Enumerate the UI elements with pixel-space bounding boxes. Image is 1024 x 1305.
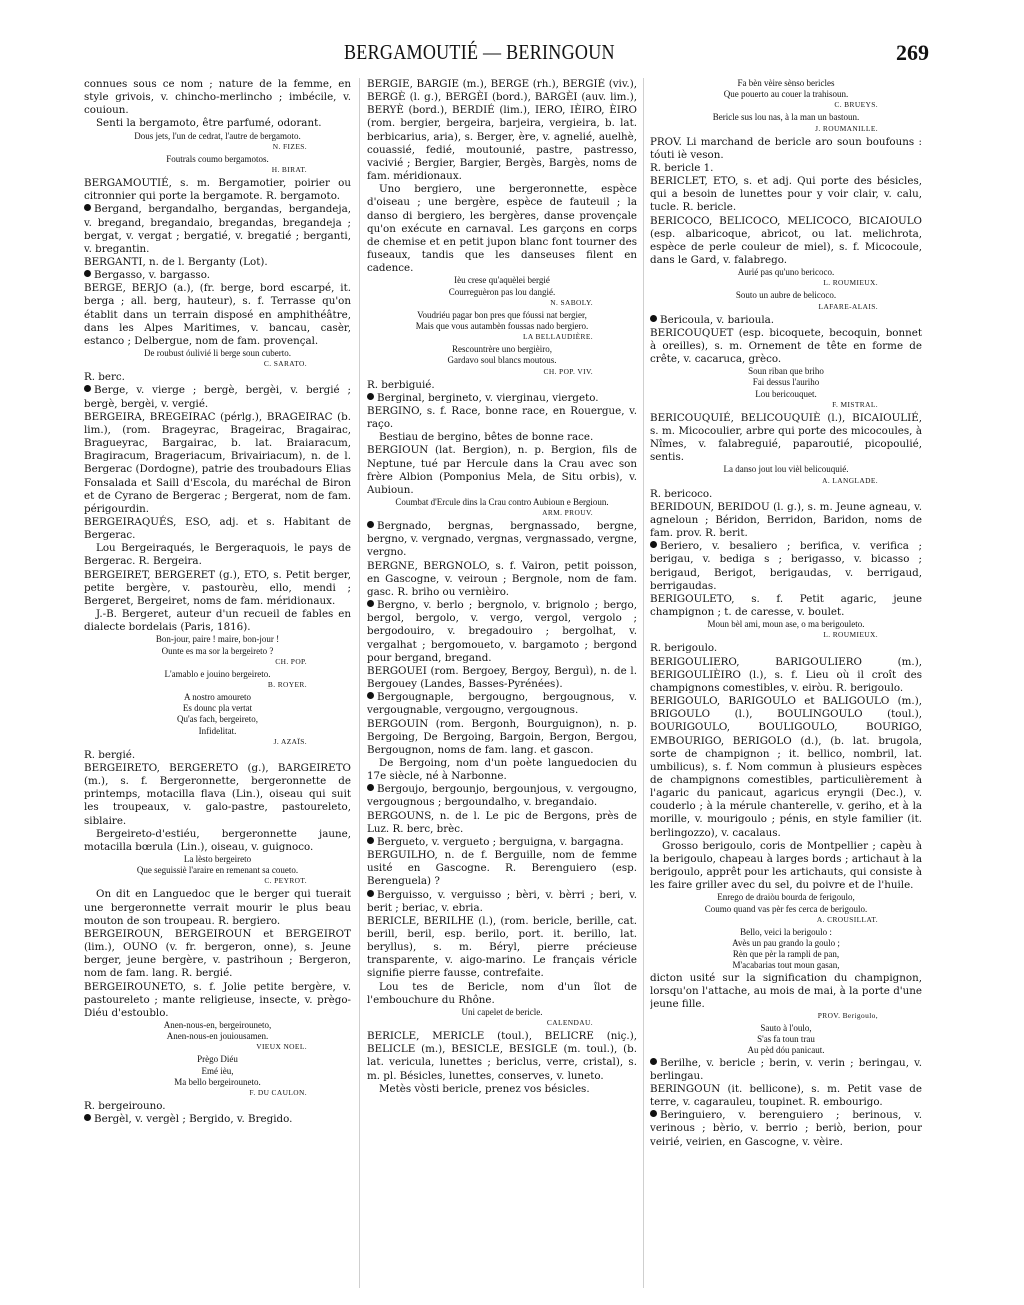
entry-text-content: BERGIOUN (lat. Bergion), n. p. Bergion, fils de Neptune, tué par Hercule dans la Crau avec son frère Albion (Pomponius Mela, de Situ orbis), v. Aubioun. [367, 444, 637, 496]
entry-text-content: R. bergié. [84, 748, 136, 761]
entry-text-content: R. berc. [84, 371, 125, 384]
cross-reference-entry [84, 203, 351, 256]
entry-text [650, 1083, 922, 1109]
entry-text-content: Au pèd dóu panicaut. [747, 1045, 825, 1056]
citation-author [367, 332, 637, 342]
bullet-icon [84, 270, 91, 277]
entry-text-content: Berginal, bergineto, v. vierginau, viergeto. [377, 391, 599, 404]
entry-text [84, 749, 351, 762]
entry-text-content: De Bergoing, nom d'un poète languedocien du 17e siècle, né à Narbonne. [367, 756, 637, 783]
entry-text [84, 981, 351, 1020]
entry-text [84, 411, 351, 516]
quotation-line [650, 949, 922, 960]
entry-text-content: Enrego de draiòu bourda de ferigoulo, [717, 892, 855, 903]
entry-text-content: Bergeireto-d'estiéu, bergeronnette jaune, motacilla bœrula (Lin.), oiseau, v. guignoco. [84, 827, 351, 853]
cross-reference-entry [367, 889, 637, 915]
entry-text-content: Bergno, v. berlo ; bergnolo, v. brignolo ; bergo, bergol, bergolo, v. vergo, vergol, vergolo ; bergodouiro, v. bregadouiro ; bergolhat, v. vergalhat ; bergomoueto, v. bargamoto ; bergond pour bergand, bregand. [367, 599, 637, 664]
entry-text [650, 327, 922, 366]
entry-text-content: Ièu crese qu'aquèlei bergié [454, 275, 550, 286]
entry-text-content: L. ROUMIEUX. [823, 278, 878, 288]
quotation-line [84, 669, 351, 680]
entry-text-content: BERICOUQUIÉ, BELICOUQUIÈ (l.), BICAIOULIÉ, s. m. Micocoulier, arbre qui porte des micocoules, à Nîmes, v. falabreguié, paparoutié, picopoulié, sentis. [650, 411, 922, 464]
entry-text-content: A. CROUSILLAT. [816, 914, 878, 924]
citation-author [84, 1088, 351, 1098]
entry-text-content: Ma bello bergeirouneto. [174, 1076, 261, 1087]
quotation-line [367, 310, 637, 321]
entry-text-content: BERGIE, BARGIE (m.), BERGE (rh.), BERGIÈ (viv.), BERGÈ (l. g.), BERGÈI (bord.), BARGÈI (auv. lim.), BERYÈ (bord.), BERDIÉ (lim.), IERO, IÈIRO, ÈIRO (rom. bergier, bergeira, barjeira, vergieira, b. lat. berbicarius, aria), s. Berger, ère, v. agnelié, auelhè, couassié, fedié, moutounié, pastre, pastresso, vacivié ; Bergier, Bargier, Bergès, Bargès, noms de fam. méridionaux. [367, 78, 637, 183]
citation-author [650, 630, 922, 640]
bullet-icon [367, 393, 374, 400]
entry-text-content: Coumo quand vas pèr fes cerca de berigoulo. [704, 903, 868, 914]
entry-text-content: Berilhe, v. bericle ; berin, v. verin ; beringau, v. berlingau. [650, 1056, 922, 1082]
entry-text-content: Berge, v. vierge ; bergè, bergèi, v. bergié ; bergè, bergèi, v. vergié. [84, 384, 351, 410]
entry-text-content: N. SABOLY. [550, 297, 593, 307]
entry-text [84, 1100, 351, 1113]
quotation-line [650, 290, 922, 301]
entry-text [650, 642, 922, 655]
entry-text-content: La danso jout lou vièl belicouquié. [723, 464, 849, 475]
bullet-icon [84, 385, 91, 392]
quotation-line [84, 726, 351, 737]
entry-text-content: Bergoujo, bergounjo, bergounjous, v. vergougno, vergougnous ; bergoundalho, v. bregandaio. [367, 783, 637, 809]
bullet-icon [367, 692, 374, 699]
entry-text-content: ARM. PROUV. [542, 508, 593, 518]
bullet-icon [84, 204, 91, 211]
entry-text-content: Bello, veici la berigoulo : [740, 926, 832, 937]
quotation-line [650, 1045, 922, 1056]
entry-text-content: Grosso berigoulo, coris de Montpellier ; capèu à la berigoulo, chapeau à larges bords ; artichaut à la berigoulo, apprêt pour les artichauts, qui consiste à les faire griller avec du sel, du poivre et de l'huile. [650, 839, 922, 892]
citation-author [650, 278, 922, 288]
quotation-line [650, 619, 922, 630]
quotation-line [367, 497, 637, 508]
cross-reference-entry [650, 1109, 922, 1148]
quotation-line [84, 131, 351, 142]
entry-text [650, 136, 922, 162]
entry-text-content: VIEUX NOEL. [256, 1042, 307, 1052]
entry-text [650, 501, 922, 540]
entry-text-content: Senti la bergamoto, être parfumé, odorant. [96, 117, 322, 130]
entry-paragraph [367, 183, 637, 275]
entry-text-content: Que pouerto au couer la trahisoun. [723, 89, 849, 100]
entry-text-content: M'acabarias tout moun gasan, [732, 960, 840, 971]
entry-text-content: BERGEIRAQUÉS, ESO, adj. et s. Habitant de Bergerac. [84, 515, 351, 542]
quotation-line [650, 938, 922, 949]
entry-text-content: BERIGOULO, BARIGOULO et BALIGOULO (m.), BRIGOULO (l.), BOULINGOULO (toul.), BOURIGOULO, BOULIGOULO, BOURIGO, EMBOURIGO, BERIGOLO (d.), (b. lat. brugola, sorte de champignon ; it. bellico, nombril, lat. umbilicus), s. f. Nom commun à plusieurs espèces de champignons comestibles, particulièrement à l'agaric du panicaut, agaricus eryngii (Dec.), v. couderlo ; à la mérule chanterelle, v. geriho, et à la morille, v. mourigoulo ; pénis, en style familier (it. berlingozzo), v. cacalaus. [650, 695, 922, 839]
page-title: BERGAMOUTIÉ — BERINGOUN [344, 40, 615, 64]
entry-paragraph [367, 981, 637, 1007]
cross-reference-entry [367, 392, 637, 405]
entry-text [84, 762, 351, 828]
entry-text-content: R. berigoulo. [650, 642, 718, 655]
text-column-left [84, 78, 351, 1300]
quotation-line [84, 865, 351, 876]
cross-reference-entry [84, 384, 351, 410]
entry-text-content: Lou Bergeiraqués, le Bergeraquois, le pays de Bergerac. R. Bergeira. [84, 542, 351, 568]
bullet-icon [650, 1110, 657, 1117]
entry-text-content: J. ROUMANILLE. [815, 123, 878, 133]
cross-reference-entry [650, 1057, 922, 1083]
entry-text-content: Fai dessus l'auriho [752, 377, 820, 388]
entry-text-content: CALENDAU. [546, 1018, 593, 1028]
citation-author [84, 737, 351, 747]
citation-author [367, 508, 637, 518]
quotation-line [84, 154, 351, 165]
entry-text-content: BERGOUEI (rom. Bergoey, Bergoy, Berguì), n. de l. Bergouey (Landes, Basses-Pyrénées). [367, 664, 637, 691]
quotation-line [650, 1023, 922, 1034]
entry-text [650, 972, 922, 1011]
quotation-line [367, 355, 637, 366]
entry-text [84, 371, 351, 384]
entry-text-content: BERIDOUN, BERIDOU (l. g.), s. m. Jeune agneau, v. agneloun ; Béridon, Berridon, Baridon, noms de fam. prov. R. berit. [650, 500, 922, 540]
entry-text [367, 78, 637, 183]
column-divider [643, 78, 644, 1288]
entry-text-content: A. LANGLADE. [822, 475, 878, 485]
entry-text-content: Fa bèn vèire sènso bericles [737, 78, 835, 88]
citation-author [650, 1011, 922, 1021]
entry-text-content: Uno bergiero, une bergeronnette, espèce d'oiseau ; une bergère, espèce de fauteuil ; la danso di bergiero, les bergères, danse provençale qu'on exécute en carnaval. Les garçons en corps de chemise et en petit jupon blanc font tourner des fuseaux, tandis que les danseuses filent en cadence. [367, 183, 637, 275]
cross-reference-entry [367, 836, 637, 849]
entry-paragraph [367, 757, 637, 783]
entry-text-content: Es dounc pla vertat [182, 703, 253, 714]
entry-text [367, 444, 637, 497]
quotation-line [367, 287, 637, 298]
entry-text [650, 162, 922, 175]
entry-text-content: J. AZAÏS. [273, 736, 307, 746]
entry-paragraph [84, 608, 351, 634]
entry-text-content: Gardavo soul blancs moutous. [447, 355, 557, 366]
quotation-line [650, 377, 922, 388]
column-divider [359, 78, 360, 1288]
entry-paragraph [650, 840, 922, 893]
citation-author [84, 1042, 351, 1052]
entry-paragraph [367, 431, 637, 444]
quotation-line [650, 389, 922, 400]
entry-text-content: connues sous ce nom ; nature de la femme, en style grivois, v. chincho-merlincho ; imbécile, v. couioun. [84, 78, 351, 117]
entry-text [84, 569, 351, 608]
entry-text [650, 412, 922, 465]
bullet-icon [367, 890, 374, 897]
cross-reference-entry [650, 314, 922, 327]
quotation-line [84, 714, 351, 725]
entry-text [84, 282, 351, 348]
entry-text-content: Bericle sus lou nas, à la man un bastoun. [712, 112, 860, 123]
quotation-line [650, 78, 922, 89]
cross-reference-entry [367, 691, 637, 717]
entry-text-content: BERGNE, BERGNOLO, s. f. Vairon, petit poisson, en Gascogne, v. veiroun ; Bergnole, nom de fam. gasc. R. briho ou vernièiro. [367, 559, 637, 598]
quotation-line [650, 927, 922, 938]
entry-text-content: BERGUILHO, n. de f. Berguille, nom de femme usité en Gascogne. R. Berenguiero (esp. Berenguela) ? [367, 849, 637, 888]
entry-text [367, 560, 637, 599]
entry-text-content: Bergèl, v. vergèl ; Bergido, v. Bregido. [94, 1113, 293, 1126]
quotation-line [650, 892, 922, 903]
entry-text-content: BERGINO, s. f. Race, bonne race, en Rouergue, v. raço. [367, 404, 637, 431]
entry-text-content: Bon-jour, paire ! maire, bon-jour ! [155, 634, 280, 645]
entry-text-content: BERGANTI, n. de l. Berganty (Lot). [84, 255, 268, 268]
entry-text-content: BERICLE, BERILHE (l.), (rom. bericle, berille, cat. berill, beril, esp. berilo, port. it. berillo, lat. beryllus), s. m. Béryl, pierre précieuse transparente, v. aigo-marino. Le français véricle signifie pierre fausse, contrefaite. [367, 914, 637, 980]
entry-paragraph [84, 828, 351, 854]
entry-text-content: BERGOUNS, n. de l. Le pic de Bergons, près de Luz. R. berc, brèc. [367, 809, 637, 835]
entry-text-content: Sauto à l'oulo, [760, 1023, 812, 1034]
entry-text-content: A nostro amoureto [184, 692, 251, 702]
citation-author [367, 298, 637, 308]
entry-text-content: Que seguissiè l'araire en remenant sa coueto. [136, 865, 299, 876]
entry-text-content: R. bericoco. [650, 487, 713, 500]
quotation-line [650, 267, 922, 278]
entry-text-content: BERGEIROUN, BERGEIROUN et BERGEIROT (lim.), OUNO (v. fr. bergeron, onne), s. Jeune berger, jeune bergère, v. pastrihoun ; Bergeron, nom de fam. lang. R. bergié. [84, 927, 351, 980]
entry-text-content: Coumbat d'Ercule dins la Crau contro Aubioun e Bergioun. [395, 496, 609, 507]
citation-author [84, 680, 351, 690]
citation-author [84, 876, 351, 886]
quotation-line [84, 854, 351, 865]
bullet-icon [650, 541, 657, 548]
entry-text-content: On dit en Languedoc que le berger qui tuerait une bergeronnette verrait mourir le plus beau mouton de son troupeau. R. bergiero. [84, 888, 351, 927]
citation-author [84, 142, 351, 152]
entry-text-content: dicton usité sur la signification du champignon, lorsqu'on l'attache, au mois de mai, à la porte d'une jeune fille. [650, 971, 922, 1010]
entry-text-content: BERGAMOUTIÉ, s. m. Bergamotier, poirier ou citronnier qui porte la bergamote. R. bergamoto. [84, 177, 351, 203]
citation-author [650, 476, 922, 486]
entry-text-content: Ounte es ma sor la bergeireto ? [161, 645, 274, 656]
entry-text [650, 175, 922, 214]
entry-text-content: BERGEIRETO, BERGERETO (g.), BARGEIRETO (m.), s. f. Bergeronnette, bergeronnette de printemps, motacilla flava (Lin.), oiseau qui suit les troupeaux, v. galo-pastre, pastoureleto, siblaire. [84, 761, 351, 827]
entry-text-content: PROV. Berigoulo, [817, 1011, 878, 1021]
entry-text-content: BERICLE, MERICLE (toul.), BELICRE (niç.), BELICLE (m.), BESICLE, BESIGLE (m. toul.), (b. lat. vericula, lunettes ; bericlus, verre, cristal), s. m. pl. Bésicles, lunettes, conserves, v. luneto. [367, 1030, 637, 1082]
entry-text-content: Uni capelet de bericle. [461, 1006, 543, 1017]
entry-text-content: N. FIZES. [272, 141, 307, 151]
citation-author [650, 915, 922, 925]
entry-text-content: Berguisso, v. verguisso ; bèri, v. bèrri ; beri, v. berit ; beriac, v. ebria. [367, 888, 637, 914]
entry-text-content: J.-B. Bergeret, auteur d'un recueil de fables en dialecte bordelais (Paris, 1816). [84, 608, 351, 634]
entry-text [367, 405, 637, 431]
entry-text-content: C. BRUEYS. [834, 100, 878, 110]
entry-text-content: Prègo Diéu [197, 1054, 238, 1065]
quotation-line [84, 703, 351, 714]
citation-author [650, 400, 922, 410]
entry-text-content: BERGEIROUNETO, s. f. Jolie petite bergère, v. pastoureleto ; mante religieuse, insecte, v. prègo-Diéu d'estoublo. [84, 980, 351, 1019]
entry-text-content: Souto un aubre de belicoco. [735, 290, 837, 301]
entry-paragraph [84, 888, 351, 927]
entry-text-content: Anen-nous-en jouiousamen. [166, 1031, 269, 1042]
entry-text-content: Beriero, v. besaliero ; berifica, v. verifica ; berigau, v. bediga s ; berigasso, v. bicasso ; berigaud, Berigot, berigaudas, v. berrigaud, berrigaudas. [650, 540, 922, 592]
citation-author [367, 1018, 637, 1028]
quotation-line [650, 89, 922, 100]
entry-text-content: R. bericle 1. [650, 161, 714, 174]
citation-author [650, 302, 922, 312]
entry-text [84, 928, 351, 981]
entry-text-content: Aurié pas qu'uno bericoco. [737, 267, 835, 278]
cross-reference-entry [367, 783, 637, 809]
entry-text-content: BERGEIRA, BREGEIRAC (pérlg.), BRAGEIRAC (b. lim.), (rom. Brageyrac, Brageirac, Bragairac, Bragueyrac, Bargairac, b. lat. Braiaracum, Bragiracum, Brageriacum, Brivairiacum), n. de l. Bergerac (Dordogne), patrie des troubadours Elias Fonsalada et Saill d'Escola, du maréchal de Biron et de Cyrano de Bergerac ; Bergerat, nom de fam. périgourdin. [84, 410, 351, 515]
quotation-line [367, 344, 637, 355]
entry-text-content: Soun riban que briho [748, 366, 824, 377]
citation-author [84, 359, 351, 369]
entry-text [367, 718, 637, 757]
bullet-icon [367, 521, 374, 528]
entry-text-content: La lèsto bergeireto [183, 854, 252, 865]
bullet-icon [367, 837, 374, 844]
cross-reference-entry [84, 1113, 351, 1126]
entry-text-content: BERICOCO, BELICOCO, MELICOCO, BICAIOULO (esp. albaricoque, abricot, ou lat. melichrota, espèce de perle couleur de miel), s. f. Micocoule, dans le Gard, v. falabrego. [650, 214, 922, 267]
entry-text-content: Lou bericouquet. [755, 388, 817, 399]
quotation-line [650, 366, 922, 377]
page-number: 269 [896, 40, 929, 65]
entry-text-content: B. ROYER. [267, 680, 307, 689]
citation-author [650, 124, 922, 134]
entry-text [367, 1030, 637, 1083]
entry-text-content: S'as fa toun trau [757, 1034, 815, 1045]
entry-text-content: CH. POP. [275, 656, 307, 666]
entry-text-content: Metès vòsti bericle, prenez vos bésicles. [379, 1082, 590, 1095]
entry-text-content: Infidelitat. [198, 725, 237, 736]
quotation-line [367, 1007, 637, 1018]
entry-text-content: BERGOUIN (rom. Bergonh, Bourguignon), n. p. Bergoing, De Bergoing, Bargoin, Bergon, Bergou, Bergougnon, noms de fam. lang. et gascon. [367, 717, 637, 756]
entry-text-content: BERGE, BERJO (a.), (fr. berge, bord escarpé, it. berga ; all. berg, hauteur), s. f. Terrasse qu'on établit dans un terrain disposé en amphithéâtre, dans les Alpes Maritimes, v. bancau, casèr, estanco ; Delbergue, nom de fam. provençal. [84, 282, 351, 347]
text-column-right [650, 78, 922, 1300]
entry-text-content: C. PEYROT. [264, 876, 307, 886]
entry-text [650, 656, 922, 695]
entry-text-content: Lou tes de Bericle, nom d'un îlot de l'embouchure du Rhône. [367, 980, 637, 1006]
quotation-line [84, 634, 351, 645]
entry-text [367, 810, 637, 836]
cross-reference-entry [84, 269, 351, 282]
entry-text [84, 516, 351, 542]
entry-text-content: BERICOUQUET (esp. bicoquete, becoquin, bonnet à oreilles), s. m. Ornement de tête en forme de crête, v. cacaruca, grèco. [650, 326, 922, 366]
entry-text [367, 665, 637, 691]
entry-text-content: Bericoula, v. barioula. [660, 313, 775, 326]
quotation-line [367, 275, 637, 286]
entry-text-content: Beringuiero, v. berenguiero ; berinous, v. verinous ; bèrio, v. berrio ; beriò, berion, pour veirié, veirien, en Gascogne, v. vèire. [650, 1109, 922, 1148]
entry-text [84, 78, 351, 117]
entry-text [650, 215, 922, 268]
entry-text-content: Emé ièu, [201, 1065, 234, 1076]
entry-text-content: Mais que vous autambèn foussas nado bergiero. [415, 320, 589, 331]
entry-text-content: Bergougnaple, bergougno, bergougnous, v. vergougnable, vergougno, vergougnous. [367, 691, 637, 717]
bullet-icon [367, 784, 374, 791]
cross-reference-entry [367, 599, 637, 665]
quotation-line [84, 1031, 351, 1042]
entry-text-content: Rèn que pèr la rampli de pan, [732, 949, 840, 960]
bullet-icon [650, 315, 657, 322]
entry-text [367, 915, 637, 981]
entry-text-content: BERIGOULETO, s. f. Petit agaric, jeune champignon ; t. de caresse, v. boulet. [650, 592, 922, 619]
entry-text-content: BERINGOUN (it. bellicone), s. m. Petit vase de terre, v. cagarauleu, toupinet. R. embourigo. [650, 1082, 922, 1109]
entry-text-content: BERICLET, ETO, s. et adj. Qui porte des bésicles, qui a besoin de lunettes pour y voir clair, v. calu, tucle. R. bericle. [650, 175, 922, 214]
entry-paragraph [84, 542, 351, 568]
entry-text-content: Bergnado, bergnas, bergnassado, bergne, bergno, v. vergnado, vergnas, vergnassado, vergne, vergno. [367, 520, 637, 559]
quotation-line [367, 321, 637, 332]
entry-text-content: Rescountrère uno bergièiro, [451, 344, 553, 355]
citation-author [650, 100, 922, 110]
entry-text-content: BERGEIRET, BERGERET (g.), ETO, s. Petit berger, petite bergère, v. pastourèu, ello, mendi ; Bergeret, Bergeiret, noms de fam. méridionaux. [84, 568, 351, 607]
entry-text-content: Moun bèl ami, moun ase, o ma berigouleto. [707, 619, 865, 630]
citation-author [84, 165, 351, 175]
quotation-line [650, 112, 922, 123]
quotation-line [84, 1066, 351, 1077]
quotation-line [650, 904, 922, 915]
entry-text [650, 488, 922, 501]
entry-text-content: BERIGOULIERO, BARIGOULIERO (m.), BERIGOULIÈIRO (l.), s. f. Lieu où il croît des champignons comestibles, v. eiròu. R. berigoulo. [650, 655, 922, 694]
entry-text [650, 695, 922, 840]
running-head [0, 32, 1024, 72]
entry-text-content: Bergasso, v. bargasso. [94, 269, 211, 282]
entry-text [650, 593, 922, 619]
quotation-line [84, 1077, 351, 1088]
entry-text-content: C. SARATO. [263, 359, 307, 369]
entry-paragraph [84, 117, 351, 130]
citation-author [367, 367, 637, 377]
entry-text-content: LAFARE-ALAIS. [818, 301, 878, 311]
quotation-line [84, 1054, 351, 1065]
quotation-line [650, 1034, 922, 1045]
bullet-icon [367, 600, 374, 607]
entry-text-content: Voudriéu pagar bon pres que fóussi nat bergier, [417, 309, 587, 320]
entry-text-content: Bergand, bergandalho, bergandas, bergandeja, v. bregand, bregandaio, bregandas, bregandeja ; bergat, v. vergat ; bergatié, v. bregatié ; berganti, v. bregantin. [84, 203, 351, 255]
entry-text-content: PROV. Li marchand de bericle aro soun boufouns : tóuti iè veson. [650, 135, 922, 161]
entry-text-content: L. ROUMIEUX. [823, 630, 878, 640]
entry-text-content: Dous jets, l'un de cedrat, l'autre de bergamoto. [134, 130, 301, 141]
quotation-line [84, 646, 351, 657]
entry-text-content: R. berbiguié. [367, 378, 435, 391]
entry-text-content: F. DU CAULON. [249, 1088, 307, 1098]
entry-text-content: R. bergeirouno. [84, 1100, 166, 1113]
entry-text-content: Qu'as fach, bergeireto, [177, 714, 258, 725]
entry-text-content: Bestiau de bergino, bêtes de bonne race. [379, 431, 594, 444]
entry-text-content: Anen-nous-en, bergeirouneto, [163, 1020, 272, 1031]
quotation-line [84, 692, 351, 703]
quotation-line [650, 464, 922, 475]
entry-text-content: CH. POP. VIV. [543, 366, 593, 376]
entry-text-content: H. BIRAT. [271, 165, 307, 175]
entry-text-content: F. MISTRAL. [832, 399, 878, 409]
quotation-line [650, 960, 922, 971]
text-column-middle [367, 78, 637, 1300]
entry-text-content: Avès un pau grando la goulo ; [732, 937, 840, 948]
entry-text [367, 379, 637, 392]
entry-text-content: Foutrals coumo bergamotos. [166, 153, 269, 164]
quotation-line [84, 1020, 351, 1031]
entry-text-content: Courreguèron pas lou dangié. [448, 286, 556, 297]
entry-text [367, 849, 637, 888]
entry-text [84, 177, 351, 203]
bullet-icon [650, 1058, 657, 1065]
cross-reference-entry [367, 520, 637, 559]
entry-text-content: De roubust óulivié li berge soun cuberto. [143, 348, 292, 359]
entry-text-content: LA BELLAUDIÈRE. [522, 332, 593, 342]
entry-text-content: Bergueto, v. vergueto ; berguigna, v. bargagna. [377, 835, 624, 848]
quotation-line [84, 348, 351, 359]
entry-paragraph [367, 1083, 637, 1096]
entry-text [84, 256, 351, 269]
citation-author [84, 657, 351, 667]
cross-reference-entry [650, 540, 922, 593]
entry-text-content: L'amablo e jouino bergeireto. [164, 668, 271, 679]
bullet-icon [84, 1114, 91, 1121]
